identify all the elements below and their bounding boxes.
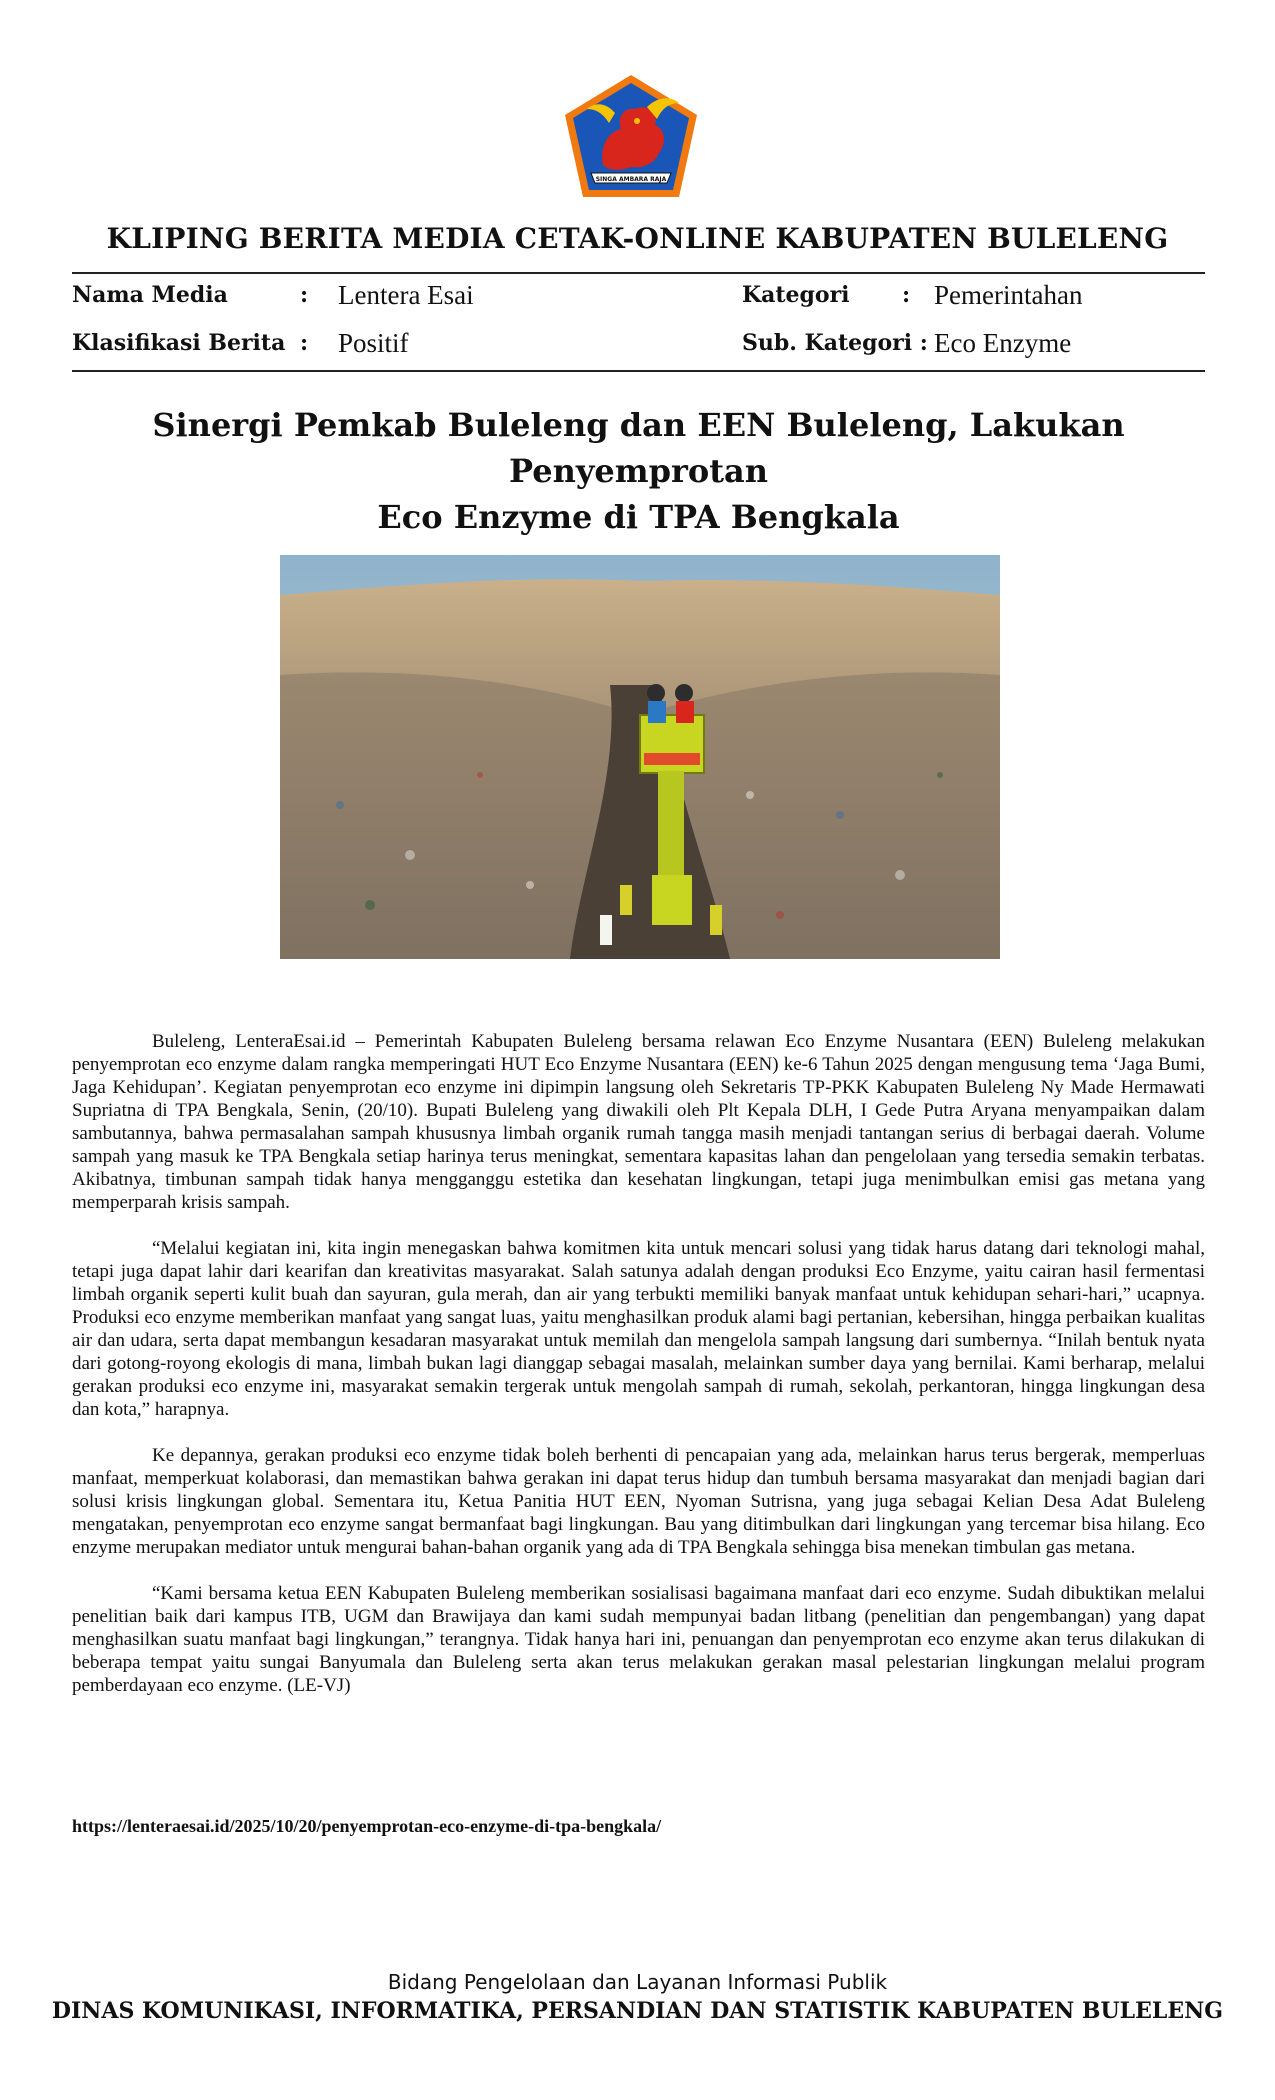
article-title-line2: Eco Enzyme di TPA Bengkala xyxy=(377,498,900,536)
source-link[interactable]: https://lenteraesai.id/2025/10/20/penyemprotan-eco-enzyme-di-tpa-bengkala/ xyxy=(72,1816,662,1836)
header-divider-top xyxy=(72,272,1205,274)
subkategori-label: Sub. Kategori : xyxy=(742,330,928,356)
nama-media-label: Nama Media xyxy=(72,282,228,308)
article-paragraph: Buleleng, LenteraEsai.id – Pemerintah Kabupaten Buleleng bersama relawan Eco Enzyme Nusantara (EEN) Buleleng melakukan penyemprotan eco enzyme dalam rangka memperingati HUT Eco Enzyme Nusantara (EEN) ke-6 Tahun 2025 dengan mengusung tema ‘Jaga Bumi, Jaga Kehidupan’. Kegiatan penyemprotan eco enzyme ini dipimpin langsung oleh Sekretaris TP-PKK Kabupaten Buleleng Ny Made Hermawati Supriatna di TPA Bengkala, Senin, (20/10). Bupati Buleleng yang diwakili oleh Plt Kepala DLH, I Gede Putra Aryana menyampaikan dalam sambutannya, bahwa permasalahan sampah khususnya limbah organik rumah tangga masih menjadi tantangan serius di berbagai daerah. Volume sampah yang masuk ke TPA Bengkala setiap harinya terus meningkat, sementara kapasitas lahan dan pengelolaan yang tersedia semakin terbatas. Akibatnya, timbunan sampah tidak hanya mengganggu estetika dan kesehatan lingkungan, tetapi juga menimbulkan emisi gas metana yang memperparah krisis sampah. xyxy=(72,1031,1205,1213)
article-paragraph: “Melalui kegiatan ini, kita ingin menegaskan bahwa komitmen kita untuk mencari solusi yang tidak harus datang dari teknologi mahal, tetapi juga dapat lahir dari kearifan dan kreativitas masyarakat. Salah satunya adalah dengan produksi Eco Enzyme, yaitu cairan hasil fermentasi limbah organik seperti kulit buah dan sayuran, gula merah, dan air yang terbukti memiliki banyak manfaat untuk kehidupan sehari-hari,” ucapnya. Produksi eco enzyme memberikan manfaat yang sangat luas, yaitu menghasilkan produk alami bagi pertanian, kebersihan, hingga perbaikan kualitas air dan udara, serta dapat membangun kesadaran masyarakat untuk memilah dan mengelola sampah langsung dari sumbernya. “Inilah bentuk nyata dari gotong-royong ekologis di mana, limbah bukan lagi dianggap sebagai masalah, melainkan sumber daya yang bernilai. Kami berharap, melalui gerakan produksi eco enzyme ini, masyarakat semakin tergerak untuk mengolah sampah di rumah, sekolah, perkantoran, hingga lingkungan desa dan kota,” harapnya. xyxy=(72,1238,1205,1420)
klasifikasi-label: Klasifikasi Berita xyxy=(72,330,286,356)
kategori-label: Kategori xyxy=(742,282,850,308)
nama-media-colon: : xyxy=(300,282,309,308)
kategori-colon: : xyxy=(902,282,911,308)
article-title xyxy=(72,402,1205,540)
klasifikasi-value: Positif xyxy=(338,328,409,358)
footer-department: Bidang Pengelolaan dan Layanan Informasi Publik xyxy=(387,1970,888,1994)
singa-ambara-raja-emblem-icon xyxy=(563,73,700,200)
footer-agency: DINAS KOMUNIKASI, INFORMATIKA, PERSANDIAN DAN STATISTIK KABUPATEN BULELENG xyxy=(51,1998,1224,2024)
kategori-value: Pemerintahan xyxy=(934,280,1083,310)
nama-media-value: Lentera Esai xyxy=(338,280,474,310)
article-body xyxy=(72,1030,1205,1720)
header-title: KLIPING BERITA MEDIA CETAK-ONLINE KABUPATEN BULELENG xyxy=(106,222,1169,255)
subkategori-value: Eco Enzyme xyxy=(934,328,1072,358)
article-paragraph: Ke depannya, gerakan produksi eco enzyme tidak boleh berhenti di pencapaian yang ada, melainkan harus terus bergerak, memperluas manfaat, memperkuat kolaborasi, dan memastikan bahwa gerakan ini dapat terus hidup dan tumbuh bersama masyarakat dan menjadi bagian dari solusi krisis lingkungan global. Sementara itu, Ketua Panitia HUT EEN, Nyoman Sutrisna, yang juga sebagai Kelian Desa Adat Buleleng mengatakan, penyemprotan eco enzyme sangat bermanfaat bagi lingkungan. Bau yang ditimbulkan dari lingkungan yang tercemar bisa hilang. Eco enzyme merupakan mediator untuk mengurai bahan-bahan organik yang ada di TPA Bengkala sehingga bisa menekan timbulan gas metana. xyxy=(72,1445,1205,1558)
article-title-line1: Sinergi Pemkab Buleleng dan EEN Buleleng, Lakukan Penyemprotan xyxy=(152,406,1125,490)
logo-motto: SINGA AMBARA RAJA xyxy=(595,176,667,183)
klasifikasi-colon: : xyxy=(300,330,309,356)
article-photo xyxy=(280,555,1000,959)
header-divider-bottom xyxy=(72,370,1205,372)
article-paragraph: “Kami bersama ketua EEN Kabupaten Buleleng memberikan sosialisasi bagaimana manfaat dari eco enzyme. Sudah dibuktikan melalui penelitian baik dari kampus ITB, UGM dan Brawijaya dan kami sudah mempunyai badan litbang (penelitian dan pengembangan) yang dapat menghasilkan suatu manfaat bagi lingkungan,” terangnya. Tidak hanya hari ini, penuangan dan penyemprotan eco enzyme akan terus dilakukan di beberapa tempat yaitu sungai Banyumala dan Buleleng serta akan terus melakukan gerakan masal pelestarian lingkungan melalui program pemberdayaan eco enzyme. (LE-VJ) xyxy=(72,1583,1205,1696)
